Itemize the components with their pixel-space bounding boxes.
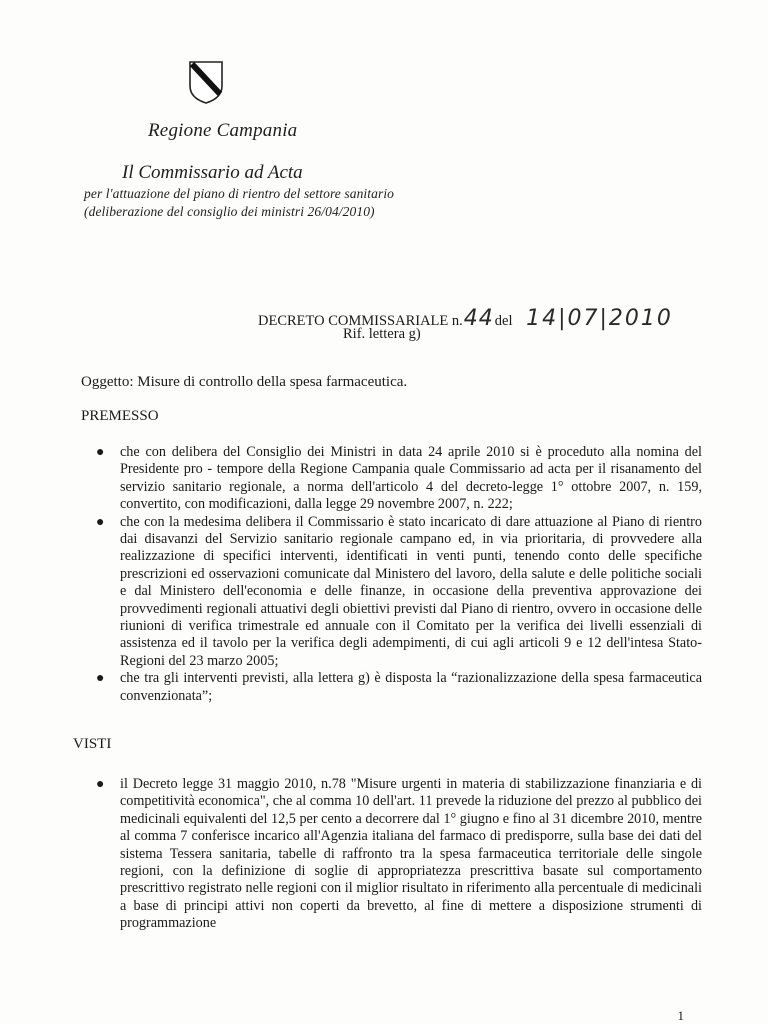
list-item bbox=[96, 444, 702, 514]
list-item bbox=[96, 670, 702, 705]
list-item-text: che tra gli interventi previsti, alla lettera g) è disposta la “razionalizzazione della spesa farmaceutica convenzionata”; bbox=[120, 670, 702, 704]
list-item-text: il Decreto legge 31 maggio 2010, n.78 "Misure urgenti in materia di stabilizzazione finanziaria e di competitività economica", che al comma 10 dell'art. 11 prevede la riduzione del prezzo al pubblico dei medicinali equivalenti del 12,5 per cento a decorrere dal 1° giugno e fino al 31 dicembre 2010, mentre al comma 7 conferisce incarico all'Agenzia italiana del farmaco di predisporre, sulla base dei dati del sistema Tessera sanitaria, tabelle di raffronto tra la spesa farmaceutica territoriale delle singole regioni, con la definizione di soglie di appropriatezza prescrittiva basate sul comportamento prescrittivo registrato nelle regioni con il miglior risultato in riferimento alla percentuale di medicinali a base di principi attivi non coperti da brevetto, al fine di mettere a disposizione strumenti di programmazione bbox=[120, 776, 702, 932]
list-item bbox=[96, 514, 702, 671]
bullet-icon: ● bbox=[96, 671, 105, 687]
decree-header bbox=[258, 306, 673, 331]
decree-del-label: del bbox=[494, 313, 513, 329]
list-item-text: che con la medesima delibera il Commissario è stato incaricato di dare attuazione al Piano di rientro dai disavanzi del Servizio sanitario regionale campano ed, in via prioritaria, di provvedere alla realizzazione di specifici interventi, identificati in venti punti, tenendo conto delle specifiche prescrizioni ed osservazioni comunicate dal Ministero del lavoro, della salute e delle politiche sociali e dal Ministero dell'economia e delle finanze, in occasione della preventiva approvazione dei provvedimenti regionali attuativi degli obiettivi previsti dal Piano di rientro, ovvero in occasione delle riunioni di verifica trimestrale ed annuale con il Comitato per la verifica dei livelli essenziali di assistenza ed il tavolo per la verifica degli adempimenti, di cui agli articoli 9 e 12 dell'intesa Stato-Regioni del 23 marzo 2005; bbox=[120, 513, 702, 669]
bullet-icon: ● bbox=[96, 445, 105, 460]
coat-of-arms-icon bbox=[188, 60, 224, 104]
deliberation-reference: (deliberazione del consiglio dei ministri 26/04/2010) bbox=[84, 204, 375, 219]
decree-date-handwritten: 14|07|2010 bbox=[526, 306, 673, 331]
visti-list bbox=[96, 776, 702, 933]
region-name: Regione Campania bbox=[148, 120, 298, 141]
decree-number-prefix: n. bbox=[451, 313, 463, 329]
list-item bbox=[96, 776, 702, 933]
premesso-list bbox=[96, 444, 702, 705]
subject-line: Oggetto: Misure di controllo della spesa farmaceutica. bbox=[81, 374, 408, 390]
bullet-icon: ● bbox=[96, 777, 105, 792]
decree-label: DECRETO COMMISSARIALE bbox=[258, 313, 449, 329]
page-number: 1 bbox=[677, 1008, 684, 1023]
list-item-text: che con delibera del Consiglio dei Ministri in data 24 aprile 2010 si è proceduto alla nomina del Presidente pro - tempore della Regione Campania quale Commissario ad acta per il risanamento del servizio sanitario regionale, a norma dell'articolo 4 del decreto-legge 1° ottobre 2007, n. 159, convertito, con modificazioni, dalla legge 29 novembre 2007, n. 222; bbox=[120, 444, 702, 513]
visti-heading: VISTI bbox=[73, 736, 112, 752]
decree-number-handwritten: 44 bbox=[463, 306, 494, 331]
commissioner-subtitle: per l'attuazione del piano di rientro del settore sanitario bbox=[84, 186, 395, 201]
commissioner-title: Il Commissario ad Acta bbox=[122, 162, 303, 183]
decree-reference: Rif. lettera g) bbox=[343, 326, 421, 342]
premesso-heading: PREMESSO bbox=[81, 408, 159, 424]
bullet-icon: ● bbox=[96, 514, 105, 530]
